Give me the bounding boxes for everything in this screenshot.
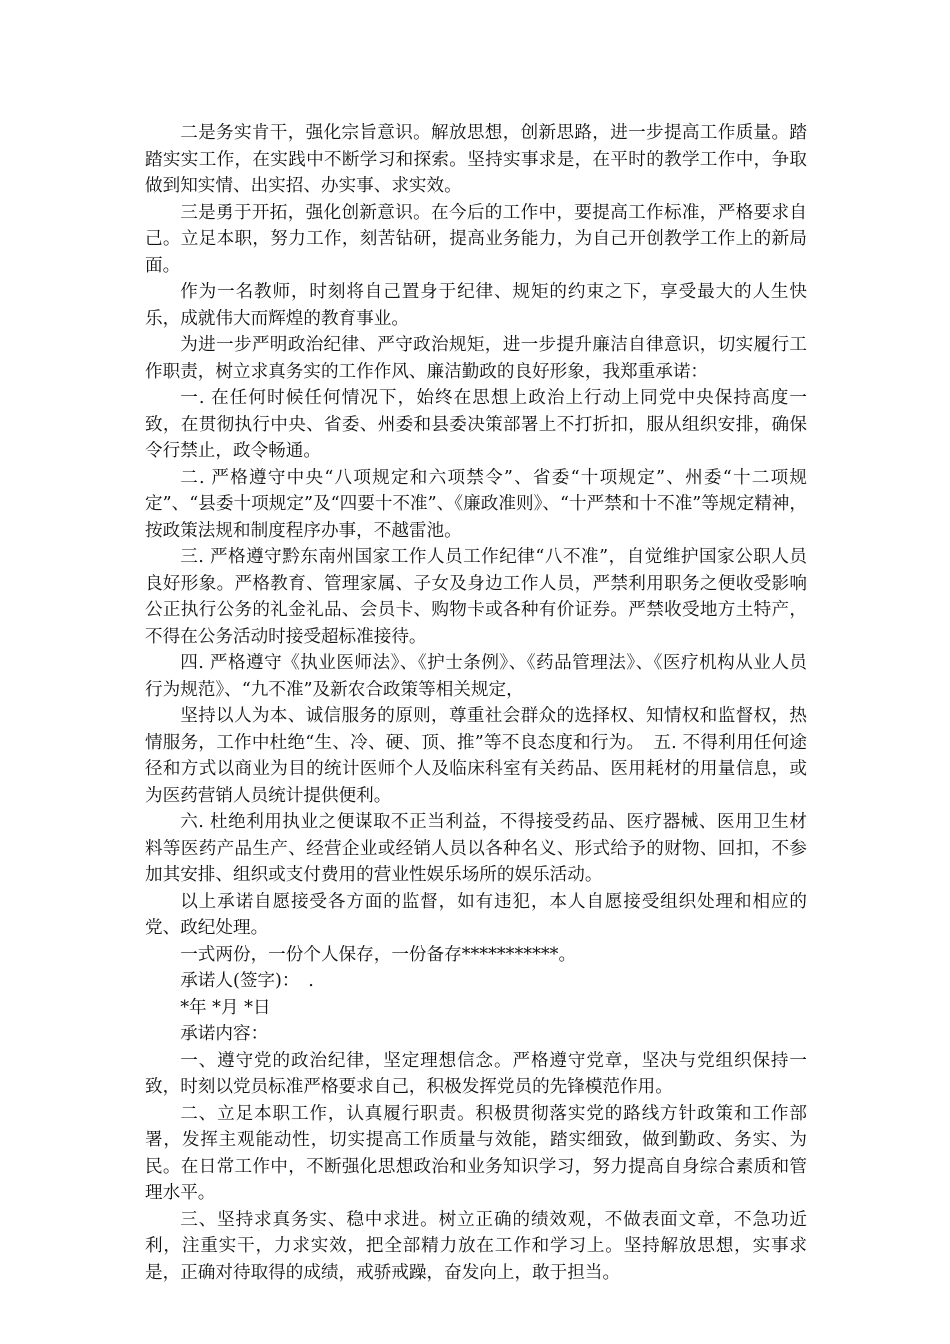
paragraph-6: 二. 严格遵守中央“八项规定和六项禁令”、省委“十项规定”、州委“十二项规定”、“县委十项规定”及“四要十不准”、《廉政准则》、“十严禁和十不准”等规定精神，按政策法规和制度程序办事，不越雷池。 — [145, 467, 807, 541]
paragraph-11: 以上承诺自愿接受各方面的监督，如有违犯，本人自愿接受组织处理和相应的党、政纪处理。 — [145, 891, 807, 938]
paragraph-1: 二是务实肯干，强化宗旨意识。解放思想，创新思路，进一步提高工作质量。踏踏实实工作，在实践中不断学习和探索。坚持实事求是，在平时的教学工作中，争取做到知实情、出实招、办实事、求实效。 — [145, 123, 807, 196]
document-page — [145, 120, 807, 1286]
signature-line: 承诺人(签字)： . — [180, 971, 314, 991]
paragraph-9: 坚持以人为本、诚信服务的原则，尊重社会群众的选择权、知情权和监督权，热情服务，工作中杜绝“生、冷、硬、顶、推”等不良态度和行为。 五. 不得利用任何途径和方式以商业为目的统计医师个人及临床科室有关药品、医用耗材的用量信息，或为医药营销人员统计提供便利。 — [145, 706, 807, 806]
paragraph-17: 二、立足本职工作，认真履行职责。积极贯彻落实党的路线方针政策和工作部署，发挥主观能动性，切实提高工作质量与效能，踏实细致，做到勤政、务实、为民。在日常工作中，不断强化思想政治和业务知识学习，努力提高自身综合素质和管理水平。 — [145, 1103, 807, 1203]
paragraph-16: 一、遵守党的政治纪律，坚定理想信念。严格遵守党章，坚决与党组织保持一致，时刻以党员标准严格要求自己，积极发挥党员的先锋模范作用。 — [145, 1050, 807, 1097]
paragraph-12: 一式两份，一份个人保存，一份备存***********。 — [180, 944, 577, 965]
paragraph-2: 三是勇于开拓，强化创新意识。在今后的工作中，要提高工作标准，严格要求自己。立足本职，努力工作，刻苦钻研，提高业务能力，为自己开创教学工作上的新局面。 — [145, 202, 807, 276]
paragraph-7: 三. 严格遵守黔东南州国家工作人员工作纪律“八不准”，自觉维护国家公职人员良好形象。严格教育、管理家属、子女及身边工作人员，严禁利用职务之便收受影响公正执行公务的礼金礼品、会员卡、购物卡或各种有价证券。严禁收受地方土特产，不得在公务活动时接受超标准接待。 — [145, 547, 807, 647]
date-line: *年 *月 *日 — [180, 997, 271, 1018]
paragraph-4: 为进一步严明政治纪律、严守政治规矩，进一步提升廉洁自律意识，切实履行工作职责，树立求真务实的工作作风、廉洁勤政的良好形象，我郑重承诺： — [145, 335, 807, 382]
paragraph-18: 三、坚持求真务实、稳中求进。树立正确的绩效观，不做表面文章，不急功近利，注重实干，力求实效，把全部精力放在工作和学习上。坚持解放思想，实事求是，正确对待取得的成绩，戒骄戒躁，奋发向上，敢于担当。 — [145, 1209, 807, 1283]
paragraph-5: 一. 在任何时候任何情况下，始终在思想上政治上行动上同党中央保持高度一致，在贯彻执行中央、省委、州委和县委决策部署上不打折扣，服从组织安排，确保令行禁止，政令畅通。 — [145, 388, 807, 461]
paragraph-3: 作为一名教师，时刻将自己置身于纪律、规矩的约束之下，享受最大的人生快乐，成就伟大而辉煌的教育事业。 — [145, 282, 807, 329]
commitment-heading: 承诺内容： — [180, 1024, 269, 1044]
paragraph-8: 四. 严格遵守《执业医师法》、《护士条例》、《药品管理法》、《医疗机构从业人员行为规范》、“九不准”及新农合政策等相关规定， — [145, 653, 807, 700]
paragraph-10: 六. 杜绝利用执业之便谋取不正当利益，不得接受药品、医疗器械、医用卫生材料等医药产品生产、经营企业或经销人员以各种名义、形式给予的财物、回扣，不参加其安排、组织或支付费用的营业性娱乐场所的娱乐活动。 — [145, 812, 807, 885]
